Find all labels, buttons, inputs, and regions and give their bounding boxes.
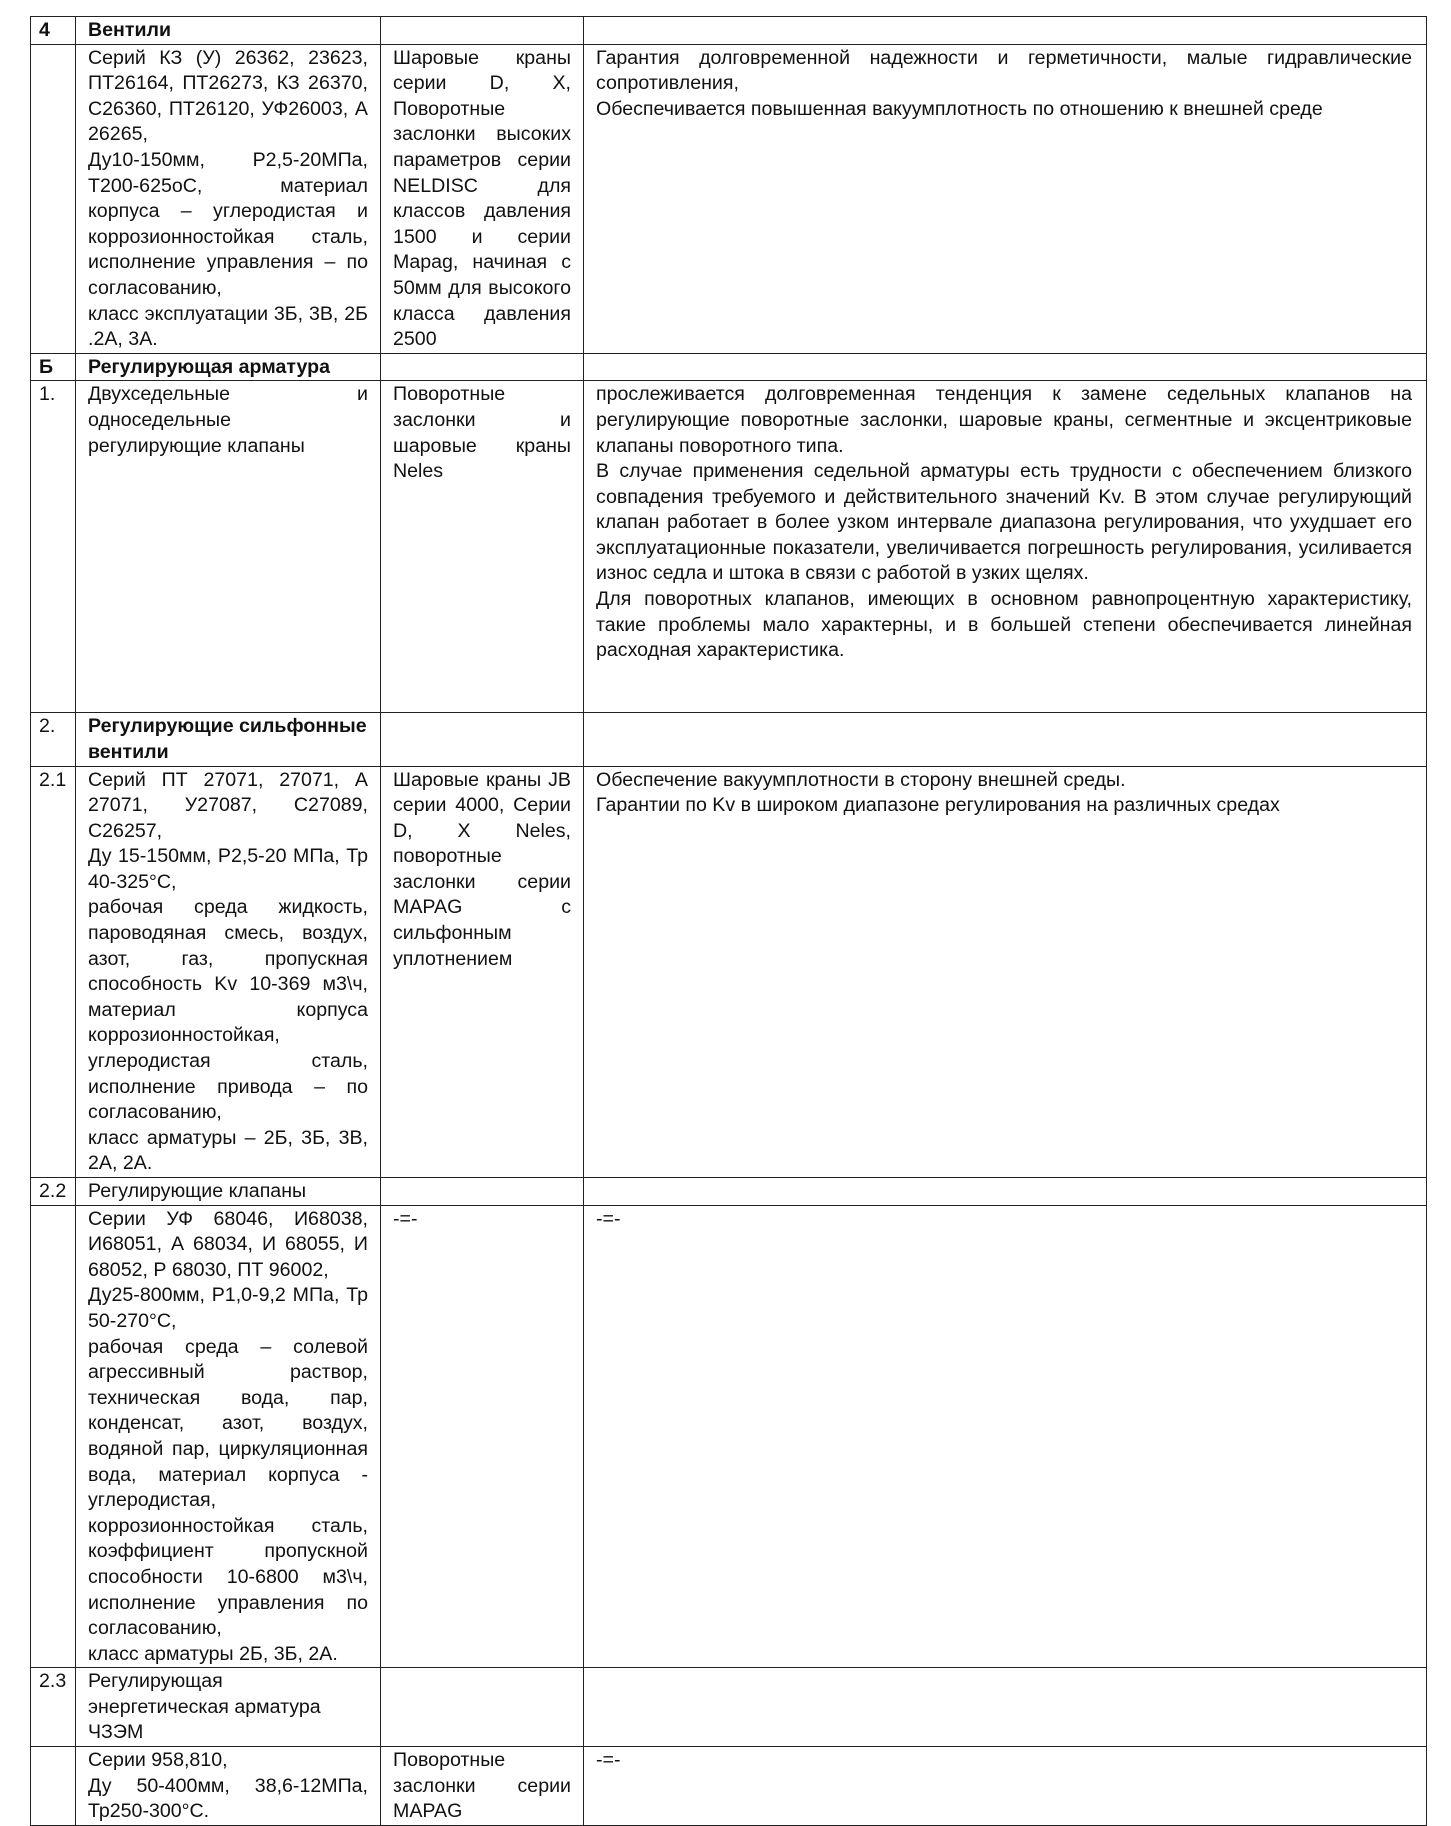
row-number: 2.2 xyxy=(31,1178,76,1206)
row-number: 4 xyxy=(31,17,76,45)
text-line: Серии УФ 68046, И68038, И68051, А 68034, И 68055, И 68052, Р 68030, ПТ 96002, xyxy=(88,1207,368,1281)
document-page xyxy=(30,16,1426,1826)
row-number xyxy=(31,44,76,353)
section-title: Вентили xyxy=(76,17,381,45)
cell-analog xyxy=(381,1178,584,1206)
text-line: Серий КЗ (У) 26362, 23623, ПТ26164, ПТ26273, КЗ 26370, С26360, ПТ26120, УФ26003, А 26265, xyxy=(88,46,368,146)
table-row xyxy=(31,1668,1427,1747)
table-row xyxy=(31,44,1427,353)
text-line: Серий ПТ 27071, 27071, А 27071, У27087, С27089, С26257, xyxy=(88,768,368,842)
cell-description xyxy=(76,381,381,713)
row-number xyxy=(31,1205,76,1668)
row-number: 2.3 xyxy=(31,1668,76,1747)
cell-analog xyxy=(381,17,584,45)
text-line: класс арматуры 2Б, 3Б, 2А. xyxy=(88,1642,338,1665)
text-line: -=- xyxy=(596,1749,621,1772)
text-line: Шаровые краны серии D, X, Поворотные заслонки высоких параметров серии NELDISC для классов давления 1500 и серии Mapag, начиная с 50мм для высокого класса давления 2500 xyxy=(393,46,571,351)
text-line: Ду25-800мм, Р1,0-9,2 МПа, Тр 50-270°С, xyxy=(88,1284,368,1332)
cell-analog xyxy=(381,1747,584,1826)
section-title: Регулирующая арматура xyxy=(76,353,381,381)
cell-description xyxy=(76,1747,381,1826)
cell-notes xyxy=(584,1178,1427,1206)
cell-notes xyxy=(584,17,1427,45)
text-line: Для поворотных клапанов, имеющих в основном равнопроцентную характеристику, такие проблемы мало характерны, и в большей степени обеспечивается линейная расходная характеристика. xyxy=(596,588,1412,662)
cell-description xyxy=(76,44,381,353)
text-line: Гарантия долговременной надежности и герметичности, малые гидравлические сопротивления, xyxy=(596,46,1412,95)
section-title: Регулирующие сильфонные вентили xyxy=(76,713,381,766)
cell-notes xyxy=(584,44,1427,353)
row-number: Б xyxy=(31,353,76,381)
text-line: класс арматуры – 2Б, 3Б, 3В, 2А, 2А. xyxy=(88,1126,368,1175)
text-line: класс эксплуатации 3Б, 3В, 2Б .2А, 3А. xyxy=(88,302,368,351)
table-row xyxy=(31,713,1427,766)
text-line: рабочая среда – солевой агрессивный раствор, техническая вода, пар, конденсат, азот, воздух, водяной пар, циркуляционная вода, материал корпуса - углеродистая, коррозионностойкая сталь, коэффициент пропускной способности 10-6800 м3\ч, исполнение управления по согласованию, xyxy=(88,1335,368,1640)
cell-notes xyxy=(584,713,1427,766)
text-line: Двухседельные и односедельные регулирующие клапаны xyxy=(88,383,368,457)
cell-analog xyxy=(381,1205,584,1668)
text-line: Ду 15-150мм, Р2,5-20 МПа, Тр 40-325°С, xyxy=(88,845,368,893)
table-row xyxy=(31,381,1427,713)
cell-notes xyxy=(584,1747,1427,1826)
cell-description xyxy=(76,1205,381,1668)
text-line: Ду10-150мм, Р2,5-20МПа, Т200-625оС, материал корпуса – углеродистая и коррозионностойкая сталь, исполнение управления – по согласованию, xyxy=(88,148,368,299)
text-line: рабочая среда жидкость, пароводяная смесь, воздух, азот, газ, пропускная способность Kv 10-369 м3\ч, материал корпуса коррозионностойкая, углеродистая сталь, исполнение привода – по согласованию, xyxy=(88,896,368,1124)
text-line: прослеживается долговременная тенденция к замене седельных клапанов на регулирующие поворотные заслонки, шаровые краны, сегментные и эксцентриковые клапаны поворотного типа. xyxy=(596,383,1412,457)
text-line: Поворотные заслонки и шаровые краны Neles xyxy=(393,383,571,483)
cell-notes xyxy=(584,1668,1427,1747)
text-line: В случае применения седельной арматуры есть трудности с обеспечением близкого совпадения требуемого и действительного значений Kv. В этом случае регулирующий клапан работает в более узком интервале диапазона регулирования, что ухудшает его эксплуатационные показатели, увеличивается погрешность регулирования, усиливается износ седла и штока в связи с работой в узких щелях. xyxy=(596,460,1412,585)
text-line: Обеспечивается повышенная вакуумплотность по отношению к внешней среде xyxy=(596,97,1323,120)
row-number: 1. xyxy=(31,381,76,713)
text-line: Обеспечение вакуумплотности в сторону внешней среды. xyxy=(596,768,1126,791)
cell-notes xyxy=(584,353,1427,381)
cell-analog xyxy=(381,1668,584,1747)
text-line: Гарантии по Kv в широком диапазоне регулирования на различных средах xyxy=(596,794,1280,817)
table-row xyxy=(31,766,1427,1178)
cell-description: Регулирующая энергетическая арматура ЧЗЭМ xyxy=(76,1668,381,1747)
valves-table xyxy=(30,16,1427,1826)
cell-description: Регулирующие клапаны xyxy=(76,1178,381,1206)
text-line: Шаровые краны JB серии 4000, Серии D, X Neles, поворотные заслонки серии MAPAG с сильфонным уплотнением xyxy=(393,768,571,970)
cell-analog xyxy=(381,381,584,713)
table-row xyxy=(31,17,1427,45)
row-number: 2.1 xyxy=(31,766,76,1178)
table-row xyxy=(31,1205,1427,1668)
text-line: -=- xyxy=(596,1207,621,1230)
cell-notes xyxy=(584,1205,1427,1668)
text-line: Поворотные заслонки серии MAPAG xyxy=(393,1749,571,1823)
table-row xyxy=(31,353,1427,381)
text-line: Ду 50-400мм, 38,6-12МПа, Тр250-300°С. xyxy=(88,1774,368,1823)
row-number: 2. xyxy=(31,713,76,766)
cell-description xyxy=(76,766,381,1178)
text-line: -=- xyxy=(393,1207,418,1230)
text-line: Серии 958,810, xyxy=(88,1749,228,1772)
row-number xyxy=(31,1747,76,1826)
cell-analog xyxy=(381,44,584,353)
cell-analog xyxy=(381,766,584,1178)
cell-notes xyxy=(584,766,1427,1178)
table-row xyxy=(31,1178,1427,1206)
table-row xyxy=(31,1747,1427,1826)
cell-analog xyxy=(381,713,584,766)
cell-notes xyxy=(584,381,1427,713)
cell-analog xyxy=(381,353,584,381)
